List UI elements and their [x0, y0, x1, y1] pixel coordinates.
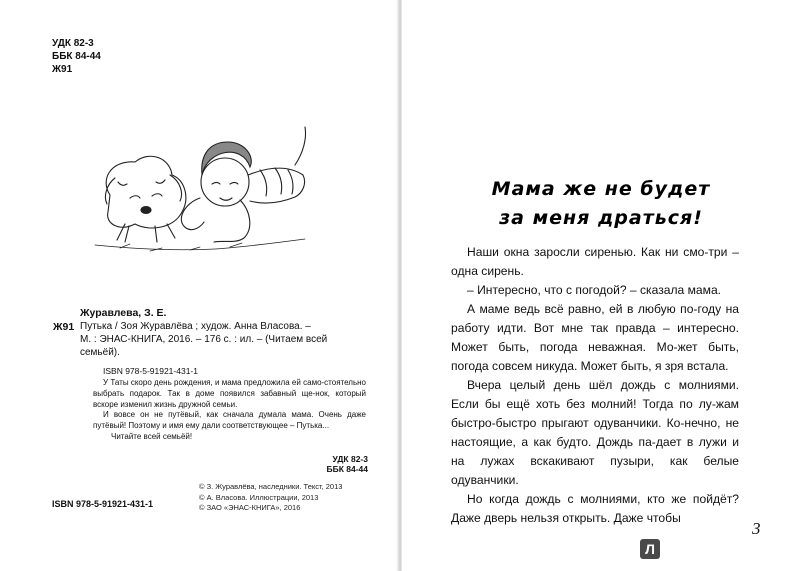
annotation [93, 378, 366, 443]
isbn-line: ISBN 978-5-91921-431-1 [103, 366, 198, 376]
copyright-line: © ЗАО «ЭНАС-КНИГА», 2016 [199, 503, 301, 512]
biblio-line: М. : ЭНАС-КНИГА, 2016. – 176 с. : ил. – (Читаем всей [80, 334, 328, 345]
page-number: 3 [752, 519, 761, 538]
annotation-tail: Читайте всей семьёй! [111, 431, 193, 441]
bbk-code: ББК 84-44 [52, 51, 101, 62]
chapter-title-line-1: Мама же не будет [491, 178, 711, 200]
left-page [0, 0, 398, 571]
bottom-codes [326, 454, 368, 474]
biblio-line: Путька / Зоя Журавлёва ; худож. Анна Власова. – [80, 321, 311, 332]
story-paragraph: А маме ведь всё равно, ей в любую по-году на работу идти. Вот мне так правда – интересно. Может быть, погода неважная. Мо-жет быть, погода совсем никуда. Может быть, я зря встала. [451, 302, 739, 373]
annotation-paragraph: И вовсе он не путёвый, как сначала думала мама. Очень даже путёвый! Поэтому и имя ему дали соответствующее – Путька... [93, 410, 366, 431]
biblio-line: семьёй). [80, 347, 120, 358]
isbn-bottom: ISBN 978-5-91921-431-1 [52, 499, 154, 509]
story-paragraph: – Интересно, что с погодой? – сказала мама. [467, 283, 722, 297]
story-text [451, 243, 739, 528]
udk-code: УДК 82-3 [52, 38, 94, 49]
bibliographic-description [80, 320, 378, 359]
story-paragraph: Вчера целый день шёл дождь с молниями. Если бы ещё хоть без молний! Тогда по лу-жам быстро-быстро прыгают одуванчики. Ко-нечно, не настоящие, а как будто. Дождь па-дает в лужи и на лужах вскакивают пузыри, как белые одуванчики. [451, 378, 739, 487]
udk-code-bottom: УДК 82-3 [332, 454, 368, 464]
annotation-paragraph: У Таты скоро день рождения, и мама предложила ей само-стоятельно выбрать подарок. Так в доме появился забавный ще-нок, который вскоре изменил жизнь дружной семьи. [93, 378, 366, 409]
bbk-code-bottom: ББК 84-44 [326, 464, 368, 474]
watermark-badge: Л [640, 539, 660, 559]
copyright-line: © З. Журавлёва, наследники. Текст, 2013 [199, 482, 343, 491]
chapter-title-line-2: за меня драться! [499, 207, 703, 229]
classification-codes [52, 37, 101, 76]
author-heading: Журавлева, З. Е. [80, 307, 167, 319]
copyright-block [199, 482, 342, 514]
copyright-line: © А. Власова. Иллюстрации, 2013 [199, 492, 319, 502]
story-paragraph: Наши окна заросли сиренью. Как ни смо-три – одна сирень. [451, 245, 739, 278]
girl-and-puppy-illustration [90, 120, 310, 255]
catalog-code: Ж91 [53, 321, 75, 333]
author-sign: Ж91 [52, 64, 73, 75]
story-paragraph: Но когда дождь с молниями, кто же пойдёт? Даже дверь нельзя открыть. Даже чтобы [451, 492, 739, 525]
